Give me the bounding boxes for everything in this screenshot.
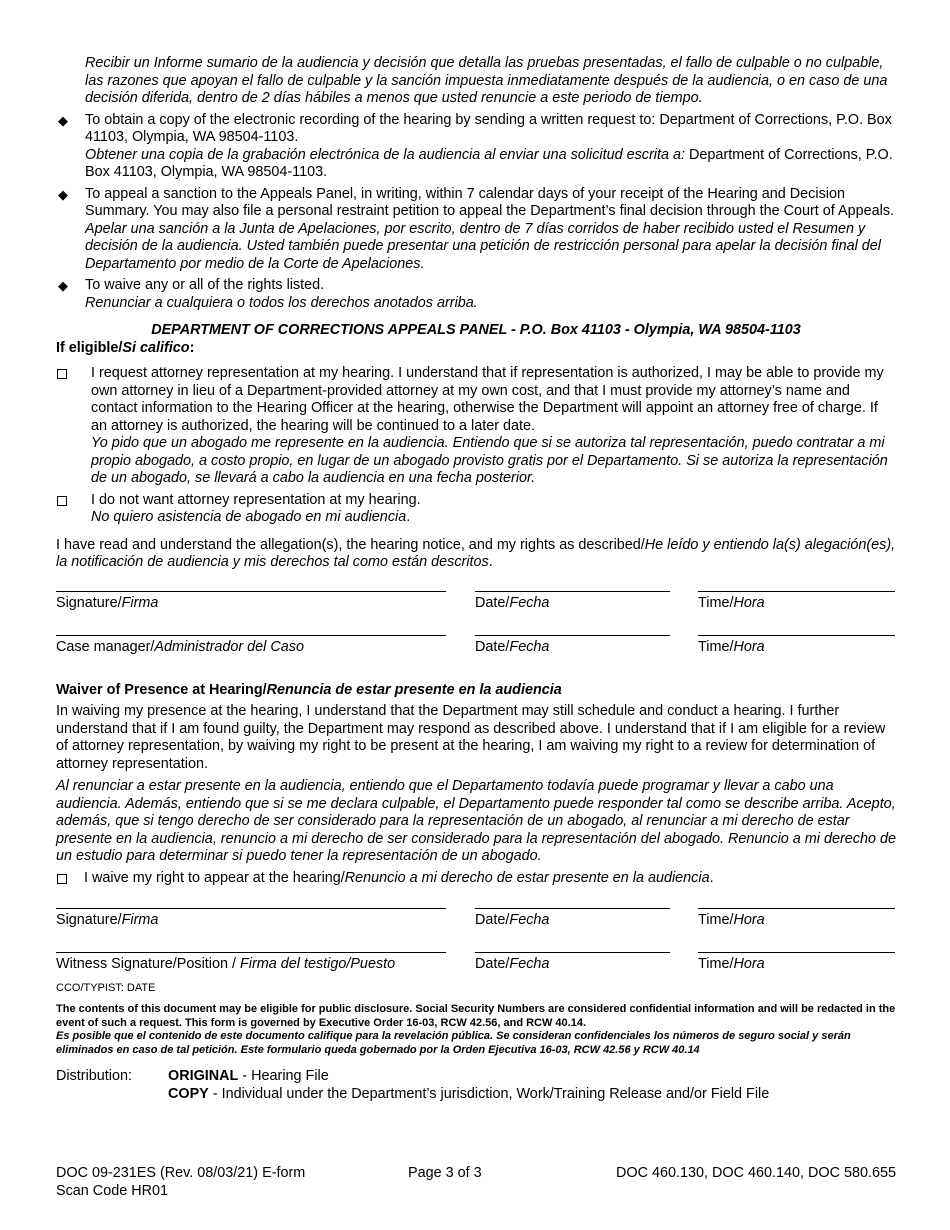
attorney-decline-checkbox[interactable] xyxy=(57,496,67,506)
bullet-en: To waive any or all of the rights listed. xyxy=(85,277,325,293)
date-line[interactable] xyxy=(475,591,670,592)
distribution-original: ORIGINAL - Hearing File xyxy=(168,1068,329,1084)
rights-bullet-recording xyxy=(56,112,896,182)
diamond-bullet-icon: ◆ xyxy=(58,278,68,293)
option-es: Yo pido que un abogado me represente en la audiencia. Entiendo que si se autoriza tal representación, puedo contratar a mi propio abogado, a costo propio, en lugar de un abogado provisto gratis por el Departamento. Si se autoriza la representación de un abogado, se llevará a cabo la audiencia en una fecha posterior. xyxy=(91,435,888,486)
cco-typist-date: CCO/TYPIST: DATE xyxy=(56,982,156,994)
witness-signature-label: Witness Signature/Position / Firma del testigo/Puesto xyxy=(56,956,396,972)
distribution-label: Distribution: xyxy=(56,1068,132,1084)
time-label: Time/Hora xyxy=(698,638,765,655)
signature-row-3 xyxy=(56,908,896,952)
distribution-block xyxy=(56,1068,896,1103)
time-label: Time/Hora xyxy=(698,912,765,928)
diamond-bullet-icon: ◆ xyxy=(58,186,68,202)
witness-signature-line[interactable] xyxy=(56,952,446,953)
rights-intro-spanish: Recibir un Informe sumario de la audiencia y decisión que detalla las pruebas presentadas, el fallo de culpable o no culpable, las razones que apoyan el fallo de culpable y la sanción impuesta inmediatamente después de la audiencia, o en caso de una decisión diferida, dentro de 2 días hábiles a menos que usted renuncie a este periodo de tiempo. xyxy=(85,55,888,106)
time-label: Time/Hora xyxy=(698,956,765,972)
time-line[interactable] xyxy=(698,908,895,909)
signature-row-1 xyxy=(56,591,896,635)
signature-label: Signature/Firma xyxy=(56,594,159,611)
signature-row-4 xyxy=(56,952,896,980)
case-manager-line[interactable] xyxy=(56,635,446,636)
rights-bullet-appeal xyxy=(56,186,896,274)
disclosure-es: Es posible que el contenido de este documento califique para la revelación pública. Se consideran confidenciales los números de seguro social y serán eliminados en caso de tal petición. Este formulario queda gobernado por la Orden Ejecutiva 16-03, RCW 42.56 y RCW 40.14 xyxy=(56,1030,851,1056)
document-page xyxy=(56,55,896,1103)
distribution-copy: COPY - Individual under the Department’s jurisdiction, Work/Training Release and/or Field File xyxy=(168,1085,770,1102)
bullet-es: Renunciar a cualquiera o todos los derechos anotados arriba. xyxy=(85,294,478,311)
diamond-bullet-icon: ◆ xyxy=(58,112,68,128)
signature-line[interactable] xyxy=(56,908,446,909)
date-label: Date/Fecha xyxy=(475,912,550,928)
time-line[interactable] xyxy=(698,591,895,592)
disclosure-en: The contents of this document may be eligible for public disclosure. Social Security Numbers are considered confidential information and will be redacted in the event of such a request. This form is governed by Executive Order 16-03, RCW 42.56, and RCW 40.14. xyxy=(56,1003,896,1029)
waiver-checkbox[interactable] xyxy=(57,874,67,884)
bullet-en: To obtain a copy of the electronic recording of the hearing by sending a written request to: Department of Corrections, P.O. Box 41103, Olympia, WA 98504-1103. xyxy=(85,111,892,145)
attorney-decline-option[interactable] xyxy=(56,492,896,527)
option-es: No quiero asistencia de abogado en mi audiencia. xyxy=(91,509,411,525)
time-line[interactable] xyxy=(698,635,895,636)
appeals-panel-address: DEPARTMENT OF CORRECTIONS APPEALS PANEL - P.O. Box 41103 - Olympia, WA 98504-1103 xyxy=(151,322,801,338)
date-line[interactable] xyxy=(475,635,670,636)
waiver-heading: Waiver of Presence at Hearing/Renuncia de estar presente en la audiencia xyxy=(56,681,562,698)
rights-bullet-waive xyxy=(56,277,896,312)
acknowledgement-text: I have read and understand the allegation(s), the hearing notice, and my rights as described/He leído y entiendo la(s) alegación(es), la notificación de audiencia y mis derechos tal como están descritos. xyxy=(56,536,896,570)
page-number: Page 3 of 3 xyxy=(408,1165,482,1181)
policy-references: DOC 460.130, DOC 460.140, DOC 580.655 xyxy=(616,1165,896,1181)
bullet-en: To appeal a sanction to the Appeals Panel, in writing, within 7 calendar days of your receipt of the Hearing and Decision Summary. You may also file a personal restraint petition to appeal the Department’s final decision through the Court of Appeals. xyxy=(85,185,895,219)
date-label: Date/Fecha xyxy=(475,594,550,611)
date-line[interactable] xyxy=(475,908,670,909)
time-label: Time/Hora xyxy=(698,594,765,611)
eligible-heading: If eligible/Si califico: xyxy=(56,339,195,356)
waiver-body-en: In waiving my presence at the hearing, I understand that the Department may still schedule and conduct a hearing. I further understand that if I am found guilty, the Department may respond as described above. I understand that if I am eligible for a review of attorney representation, by waiving my right to be present at the hearing, I am waiving my right to a review for determination of attorney representation. xyxy=(56,703,886,772)
signature-line[interactable] xyxy=(56,591,446,592)
waiver-option[interactable]: I waive my right to appear at the hearing/Renuncio a mi derecho de estar presente en la audiencia. xyxy=(56,870,896,888)
page-footer xyxy=(56,1165,896,1205)
signature-label: Signature/Firma xyxy=(56,912,159,928)
attorney-request-option[interactable] xyxy=(56,365,896,488)
date-label: Date/Fecha xyxy=(475,956,550,972)
bullet-es: Obtener una copia de la grabación electrónica de la audiencia al enviar una solicitud escrita a: Department of Corrections, P.O. Box 41103, Olympia, WA 98504-1103. xyxy=(85,146,893,180)
form-id: DOC 09-231ES (Rev. 08/03/21) E-form Scan Code HR01 xyxy=(56,1165,306,1199)
scan-code: Scan Code HR01 xyxy=(56,1182,168,1199)
time-line[interactable] xyxy=(698,952,895,953)
waiver-body-es: Al renunciar a estar presente en la audiencia, entiendo que el Departamento todavía puede programar y llevar a cabo una audiencia. Además, entiendo que si se me declara culpable, el Departamento puede responder tal como se describe arriba. Acepto, además, que si tengo derecho de ser considerado para la representación de un abogado, al renunciar a mi derecho de estar presente en la audiencia, renuncio a mi derecho de ser considerado para la representación del abogado. Renuncio a mi derecho de un estudio para determinar si puedo tener la representación de un abogado. xyxy=(56,778,897,864)
option-en: I request attorney representation at my hearing. I understand that if representation is authorized, I may be able to provide my own attorney in lieu of a Department-provided attorney at my own cost, and that I must provide my attorney’s name and contact information to the Hearing Officer at the hearing, otherwise the Department will appoint an attorney free of charge. If an attorney is authorized, the hearing will be continued to a later date. xyxy=(91,365,884,434)
attorney-request-checkbox[interactable] xyxy=(57,369,67,379)
bullet-es: Apelar una sanción a la Junta de Apelaciones, por escrito, dentro de 7 días corridos de haber recibido usted el Resumen y decisión de la audiencia. Usted también puede presentar una petición de restricción personal para apelar la decisión final del Departamento por medio de la Corte de Apelaciones. xyxy=(85,220,881,272)
date-line[interactable] xyxy=(475,952,670,953)
signature-row-2 xyxy=(56,635,896,679)
case-manager-label: Case manager/Administrador del Caso xyxy=(56,638,304,655)
date-label: Date/Fecha xyxy=(475,638,550,655)
option-en: I do not want attorney representation at my hearing. xyxy=(91,491,421,508)
